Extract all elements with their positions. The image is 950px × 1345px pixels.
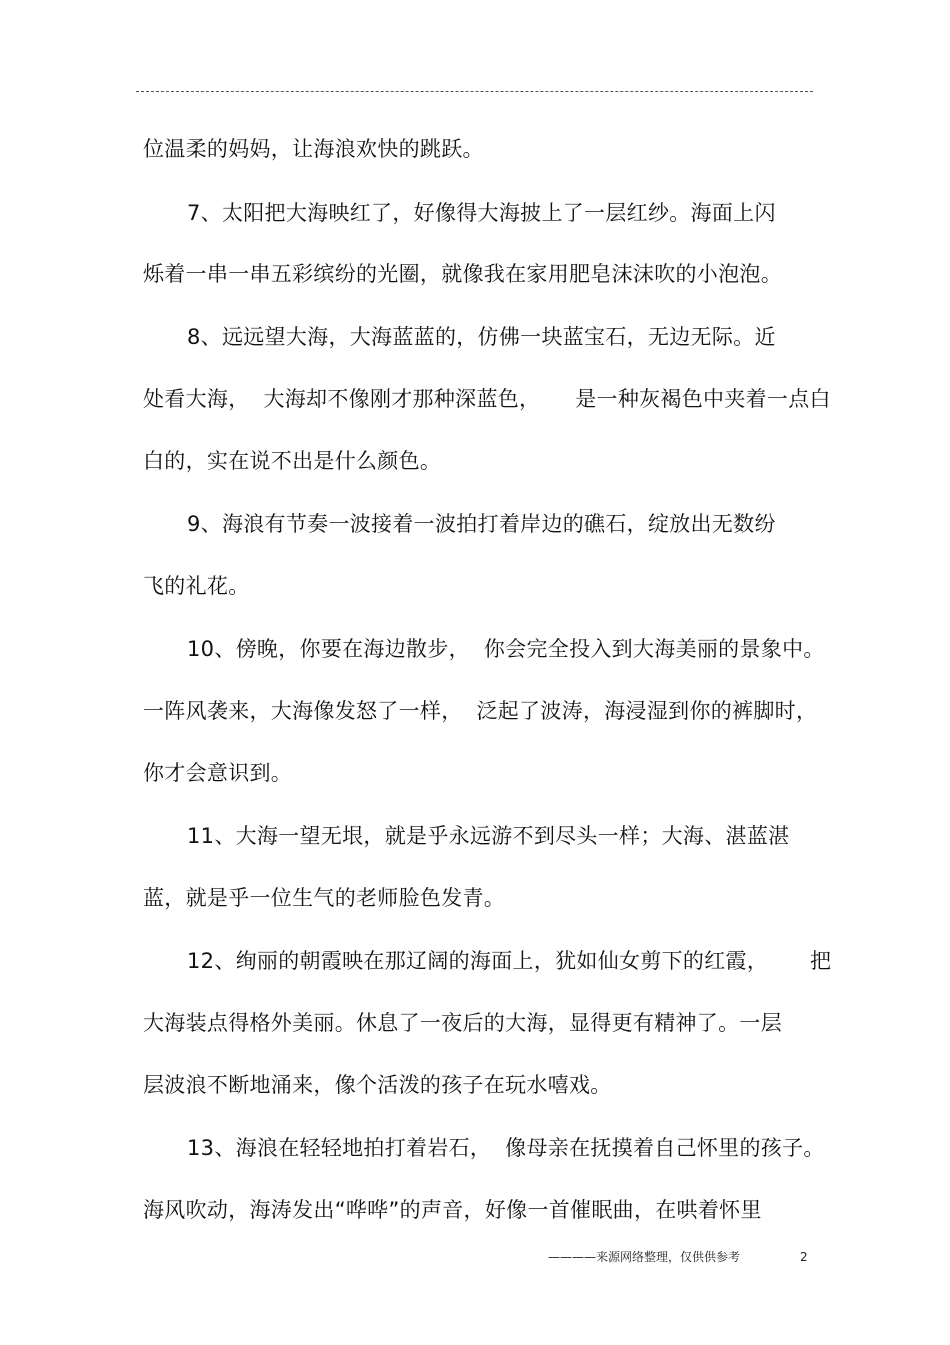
text-line-1: 位温柔的妈妈，让海浪欢快的跳跃。 xyxy=(143,137,484,161)
page-number: 2 xyxy=(800,1250,808,1264)
text-line-9: 10、傍晚，你要在海边散步， 你会完全投入到大海美丽的景象中。 xyxy=(187,637,825,661)
footer-source-note: ————来源网络整理，仅供供参考 xyxy=(548,1250,741,1264)
text-line-10: 一阵风袭来，大海像发怒了一样， 泛起了波涛，海浸湿到你的裤脚时， xyxy=(143,699,818,723)
text-line-6: 白的，实在说不出是什么颜色。 xyxy=(143,449,442,473)
text-line-13: 蓝，就是乎一位生气的老师脸色发青。 xyxy=(143,886,506,910)
text-line-16: 层波浪不断地涌来，像个活泼的孩子在玩水嘻戏。 xyxy=(143,1073,612,1097)
text-line-3: 烁着一串一串五彩缤纷的光圈，就像我在家用肥皂沫沫吹的小泡泡。 xyxy=(143,262,782,286)
header-divider xyxy=(136,91,813,92)
text-line-5: 处看大海， 大海却不像刚才那种深蓝色， 是一种灰褐色中夹着一点白 xyxy=(143,387,831,411)
text-line-2: 7、太阳把大海映红了，好像得大海披上了一层红纱。海面上闪 xyxy=(187,201,776,225)
text-line-7: 9、海浪有节奏一波接着一波拍打着岸边的礁石，绽放出无数纷 xyxy=(187,512,776,536)
text-line-8: 飞的礼花。 xyxy=(143,574,250,598)
text-line-15: 大海装点得格外美丽。休息了一夜后的大海，显得更有精神了。一层 xyxy=(143,1011,782,1035)
text-line-18: 海风吹动，海涛发出“哗哗”的声音，好像一首催眠曲，在哄着怀里 xyxy=(143,1198,762,1222)
text-line-4: 8、远远望大海，大海蓝蓝的，仿佛一块蓝宝石，无边无际。近 xyxy=(187,325,776,349)
text-line-14: 12、绚丽的朝霞映在那辽阔的海面上，犹如仙女剪下的红霞， 把 xyxy=(187,949,832,973)
text-line-17: 13、海浪在轻轻地拍打着岩石， 像母亲在抚摸着自己怀里的孩子。 xyxy=(187,1136,825,1160)
text-line-12: 11、大海一望无垠，就是乎永远游不到尽头一样；大海、湛蓝湛 xyxy=(187,824,790,848)
text-line-11: 你才会意识到。 xyxy=(143,761,293,785)
